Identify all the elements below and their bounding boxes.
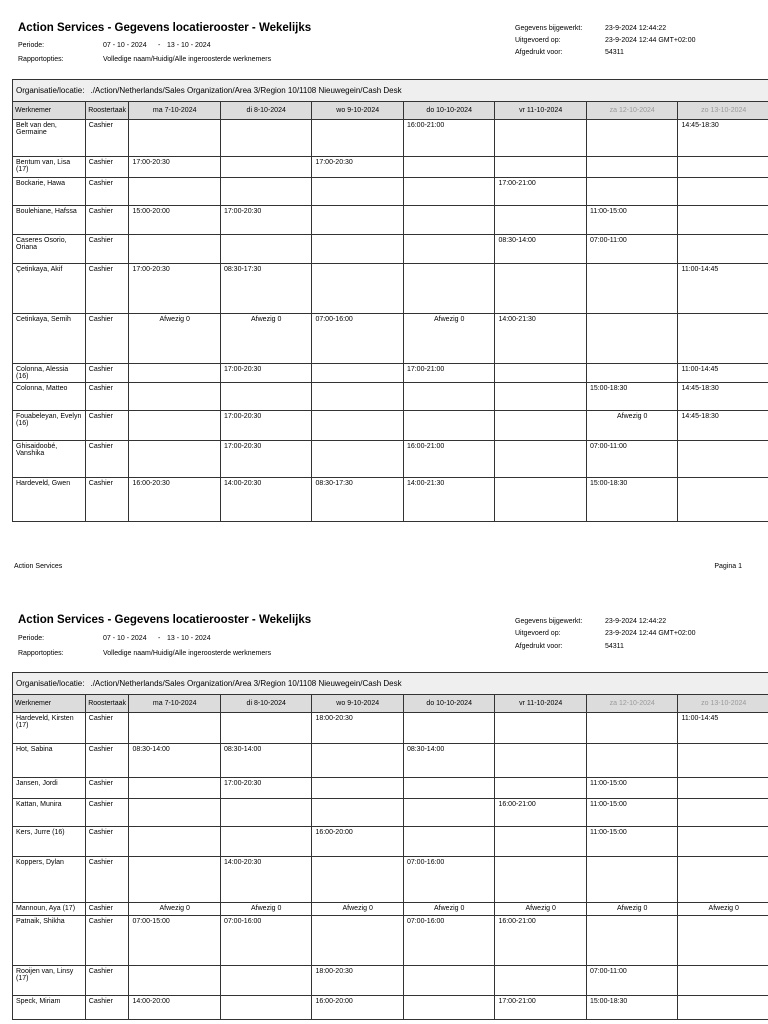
employee-name-cell: Colonna, Matteo bbox=[13, 383, 86, 411]
table-header-row bbox=[13, 102, 768, 120]
table-row bbox=[13, 314, 768, 364]
periode-to: 13 - 10 - 2024 bbox=[167, 42, 211, 49]
col-header-do: do 10-10-2024 bbox=[403, 102, 495, 120]
shift-cell: 14:00-21:30 bbox=[495, 314, 587, 364]
bijgewerkt-label: Gegevens bijgewerkt: bbox=[515, 25, 583, 32]
shift-cell bbox=[220, 383, 312, 411]
bijgewerkt-value: 23-9-2024 12:44:22 bbox=[605, 618, 667, 625]
shift-cell bbox=[312, 178, 404, 206]
shift-cell bbox=[403, 411, 495, 441]
uitgevoerd-label: Uitgevoerd op: bbox=[515, 37, 561, 44]
shift-cell bbox=[586, 744, 678, 778]
shift-cell: 16:00-20:00 bbox=[312, 827, 404, 857]
shift-cell bbox=[495, 744, 587, 778]
table-row bbox=[13, 364, 768, 383]
afgedrukt-value: 54311 bbox=[605, 643, 624, 650]
employee-name-cell: Cetinkaya, Semih bbox=[13, 314, 86, 364]
shift-cell bbox=[129, 966, 221, 996]
shift-cell: 18:00-20:30 bbox=[312, 966, 404, 996]
employee-name-cell: Kers, Jurre (16) bbox=[13, 827, 86, 857]
shift-cell: Afwezig 0 bbox=[495, 903, 587, 916]
shift-cell bbox=[678, 827, 768, 857]
table-row bbox=[13, 206, 768, 235]
shift-cell bbox=[129, 383, 221, 411]
task-cell: Cashier bbox=[85, 996, 129, 1020]
shift-cell: 14:00-20:30 bbox=[220, 478, 312, 522]
shift-cell: 16:00-20:30 bbox=[129, 478, 221, 522]
bijgewerkt-label: Gegevens bijgewerkt: bbox=[515, 618, 583, 625]
table-row bbox=[13, 441, 768, 478]
shift-cell: 18:00-20:30 bbox=[312, 713, 404, 744]
employee-name-cell: Boulehiane, Hafssa bbox=[13, 206, 86, 235]
shift-cell: 14:00-20:00 bbox=[129, 996, 221, 1020]
col-header-zo: zo 13-10-2024 bbox=[678, 695, 768, 713]
org-location-path: ./Action/Netherlands/Sales Organization/Area 3/Region 10/1108 Nieuwegein/Cash Desk bbox=[90, 679, 402, 688]
uitgevoerd-value: 23-9-2024 12:44 GMT+02:00 bbox=[605, 630, 696, 637]
shift-cell: 11:00-14:45 bbox=[678, 364, 768, 383]
shift-cell bbox=[586, 857, 678, 903]
shift-cell: 14:00-20:30 bbox=[220, 857, 312, 903]
shift-cell: 16:00-21:00 bbox=[403, 441, 495, 478]
col-header-roostertaak: Roostertaak bbox=[85, 695, 129, 713]
shift-cell: 07:00-16:00 bbox=[403, 916, 495, 966]
shift-cell bbox=[495, 364, 587, 383]
shift-cell bbox=[403, 383, 495, 411]
shift-cell bbox=[220, 120, 312, 157]
shift-cell bbox=[403, 996, 495, 1020]
shift-cell: 17:00-21:00 bbox=[495, 178, 587, 206]
table-row bbox=[13, 857, 768, 903]
table-row bbox=[13, 827, 768, 857]
col-header-werknemer: Werknemer bbox=[13, 102, 86, 120]
shift-cell bbox=[586, 713, 678, 744]
task-cell: Cashier bbox=[85, 157, 129, 178]
shift-cell: Afwezig 0 bbox=[312, 903, 404, 916]
table-row bbox=[13, 916, 768, 966]
shift-cell bbox=[129, 799, 221, 827]
shift-cell bbox=[586, 157, 678, 178]
uitgevoerd-value: 23-9-2024 12:44 GMT+02:00 bbox=[605, 37, 696, 44]
col-header-wo: wo 9-10-2024 bbox=[312, 102, 404, 120]
shift-cell bbox=[495, 383, 587, 411]
col-header-zo: zo 13-10-2024 bbox=[678, 102, 768, 120]
shift-cell: 14:45-18:30 bbox=[678, 383, 768, 411]
col-header-ma: ma 7-10-2024 bbox=[129, 102, 221, 120]
col-header-wo: wo 9-10-2024 bbox=[312, 695, 404, 713]
shift-cell bbox=[678, 235, 768, 264]
col-header-di: di 8-10-2024 bbox=[220, 695, 312, 713]
periode-separator: - bbox=[158, 635, 161, 642]
shift-cell: Afwezig 0 bbox=[678, 903, 768, 916]
shift-cell: 17:00-21:00 bbox=[403, 364, 495, 383]
shift-cell: 08:30-14:00 bbox=[403, 744, 495, 778]
table-row bbox=[13, 178, 768, 206]
shift-cell: 08:30-14:00 bbox=[220, 744, 312, 778]
employee-name-cell: Hardeveld, Kirsten (17) bbox=[13, 713, 86, 744]
task-cell: Cashier bbox=[85, 235, 129, 264]
periode-from: 07 - 10 - 2024 bbox=[103, 635, 147, 642]
task-cell: Cashier bbox=[85, 713, 129, 744]
shift-cell: 14:45-18:30 bbox=[678, 120, 768, 157]
shift-cell bbox=[495, 778, 587, 799]
shift-cell bbox=[678, 916, 768, 966]
periode-separator: - bbox=[158, 42, 161, 49]
employee-name-cell: Patnaik, Shikha bbox=[13, 916, 86, 966]
org-location-label: Organisatie/locatie: bbox=[16, 679, 85, 688]
footer-page-number: Pagina 1 bbox=[714, 563, 742, 570]
shift-cell bbox=[678, 157, 768, 178]
org-location-bar bbox=[12, 79, 768, 101]
footer-company: Action Services bbox=[14, 563, 63, 570]
col-header-vr: vr 11-10-2024 bbox=[495, 102, 587, 120]
schedule-table-2 bbox=[12, 694, 768, 1020]
shift-cell: Afwezig 0 bbox=[129, 903, 221, 916]
task-cell: Cashier bbox=[85, 314, 129, 364]
table-row bbox=[13, 799, 768, 827]
employee-name-cell: Bockarie, Hawa bbox=[13, 178, 86, 206]
shift-cell: Afwezig 0 bbox=[586, 903, 678, 916]
bijgewerkt-value: 23-9-2024 12:44:22 bbox=[605, 25, 667, 32]
shift-cell bbox=[586, 120, 678, 157]
col-header-ma: ma 7-10-2024 bbox=[129, 695, 221, 713]
employee-name-cell: Colonna, Alessia (16) bbox=[13, 364, 86, 383]
shift-cell bbox=[495, 478, 587, 522]
shift-cell: 17:00-20:30 bbox=[129, 157, 221, 178]
table-row bbox=[13, 903, 768, 916]
shift-cell bbox=[678, 799, 768, 827]
table-row bbox=[13, 966, 768, 996]
shift-cell: 11:00-15:00 bbox=[586, 799, 678, 827]
shift-cell bbox=[129, 411, 221, 441]
task-cell: Cashier bbox=[85, 120, 129, 157]
shift-cell bbox=[495, 206, 587, 235]
shift-cell bbox=[220, 178, 312, 206]
col-header-roostertaak: Roostertaak bbox=[85, 102, 129, 120]
shift-cell bbox=[495, 827, 587, 857]
task-cell: Cashier bbox=[85, 441, 129, 478]
shift-cell bbox=[495, 120, 587, 157]
shift-cell bbox=[312, 235, 404, 264]
report-title: Action Services - Gegevens locatierooster - Wekelijks bbox=[18, 614, 312, 626]
table-row bbox=[13, 264, 768, 314]
shift-cell: Afwezig 0 bbox=[220, 903, 312, 916]
task-cell: Cashier bbox=[85, 857, 129, 903]
shift-cell: Afwezig 0 bbox=[220, 314, 312, 364]
periode-label: Periode: bbox=[18, 635, 45, 642]
shift-cell bbox=[220, 996, 312, 1020]
shift-cell bbox=[403, 966, 495, 996]
shift-cell bbox=[495, 857, 587, 903]
task-cell: Cashier bbox=[85, 916, 129, 966]
shift-cell: 07:00-15:00 bbox=[129, 916, 221, 966]
col-header-za: za 12-10-2024 bbox=[586, 102, 678, 120]
shift-cell bbox=[220, 235, 312, 264]
afgedrukt-label: Afgedrukt voor: bbox=[515, 643, 563, 650]
table-row bbox=[13, 713, 768, 744]
shift-cell: Afwezig 0 bbox=[403, 903, 495, 916]
schedule-body-1 bbox=[13, 120, 768, 522]
table-row bbox=[13, 157, 768, 178]
shift-cell: 08:30-17:30 bbox=[312, 478, 404, 522]
table-header-row bbox=[13, 695, 768, 713]
shift-cell: 11:00-14:45 bbox=[678, 713, 768, 744]
shift-cell: 16:00-21:00 bbox=[403, 120, 495, 157]
employee-name-cell: Mannoun, Aya (17) bbox=[13, 903, 86, 916]
shift-cell: 07:00-11:00 bbox=[586, 966, 678, 996]
shift-cell: 17:00-21:00 bbox=[495, 996, 587, 1020]
shift-cell bbox=[129, 120, 221, 157]
task-cell: Cashier bbox=[85, 264, 129, 314]
shift-cell bbox=[678, 314, 768, 364]
shift-cell bbox=[129, 235, 221, 264]
org-location-label: Organisatie/locatie: bbox=[16, 86, 85, 95]
col-header-di: di 8-10-2024 bbox=[220, 102, 312, 120]
shift-cell bbox=[220, 713, 312, 744]
shift-cell: 11:00-15:00 bbox=[586, 778, 678, 799]
shift-cell bbox=[129, 827, 221, 857]
employee-name-cell: Rooijen van, Linsy (17) bbox=[13, 966, 86, 996]
shift-cell bbox=[586, 314, 678, 364]
task-cell: Cashier bbox=[85, 206, 129, 235]
task-cell: Cashier bbox=[85, 478, 129, 522]
employee-name-cell: Speck, Miriam bbox=[13, 996, 86, 1020]
rapport-value: Volledige naam/Huidig/Alle ingeroosterde werknemers bbox=[103, 56, 272, 63]
shift-cell bbox=[495, 411, 587, 441]
shift-cell bbox=[312, 778, 404, 799]
shift-cell bbox=[403, 178, 495, 206]
shift-cell: 16:00-21:00 bbox=[495, 799, 587, 827]
shift-cell bbox=[678, 178, 768, 206]
shift-cell: 14:45-18:30 bbox=[678, 411, 768, 441]
table-row bbox=[13, 383, 768, 411]
task-cell: Cashier bbox=[85, 827, 129, 857]
shift-cell bbox=[403, 235, 495, 264]
shift-cell bbox=[129, 441, 221, 478]
shift-cell: 07:00-16:00 bbox=[312, 314, 404, 364]
task-cell: Cashier bbox=[85, 778, 129, 799]
shift-cell bbox=[495, 264, 587, 314]
shift-cell: Afwezig 0 bbox=[403, 314, 495, 364]
employee-name-cell: Jansen, Jordi bbox=[13, 778, 86, 799]
shift-cell: 17:00-20:30 bbox=[220, 441, 312, 478]
shift-cell bbox=[220, 827, 312, 857]
shift-cell bbox=[678, 744, 768, 778]
shift-cell: 17:00-20:30 bbox=[220, 206, 312, 235]
table-row bbox=[13, 235, 768, 264]
table-row bbox=[13, 778, 768, 799]
shift-cell: 07:00-11:00 bbox=[586, 235, 678, 264]
shift-cell bbox=[586, 178, 678, 206]
shift-cell bbox=[220, 799, 312, 827]
schedule-body-2 bbox=[13, 713, 768, 1020]
report-title: Action Services - Gegevens locatierooster - Wekelijks bbox=[18, 22, 312, 34]
shift-cell: 11:00-14:45 bbox=[678, 264, 768, 314]
shift-cell: 17:00-20:30 bbox=[129, 264, 221, 314]
table-row bbox=[13, 120, 768, 157]
employee-name-cell: Hardeveld, Gwen bbox=[13, 478, 86, 522]
shift-cell bbox=[129, 857, 221, 903]
shift-cell: 16:00-21:00 bbox=[495, 916, 587, 966]
shift-cell bbox=[312, 264, 404, 314]
shift-cell: 17:00-20:30 bbox=[220, 778, 312, 799]
shift-cell: 17:00-20:30 bbox=[220, 411, 312, 441]
shift-cell bbox=[678, 857, 768, 903]
shift-cell: 17:00-20:30 bbox=[220, 364, 312, 383]
employee-name-cell: Belt van den, Germaine bbox=[13, 120, 86, 157]
shift-cell bbox=[403, 206, 495, 235]
shift-cell bbox=[220, 157, 312, 178]
employee-name-cell: Hot, Sabina bbox=[13, 744, 86, 778]
shift-cell bbox=[403, 799, 495, 827]
periode-label: Periode: bbox=[18, 42, 45, 49]
shift-cell: 11:00-15:00 bbox=[586, 206, 678, 235]
shift-cell bbox=[403, 264, 495, 314]
table-row bbox=[13, 996, 768, 1020]
shift-cell bbox=[495, 441, 587, 478]
task-cell: Cashier bbox=[85, 966, 129, 996]
task-cell: Cashier bbox=[85, 411, 129, 441]
shift-cell bbox=[678, 478, 768, 522]
shift-cell bbox=[403, 157, 495, 178]
employee-name-cell: Çetinkaya, Akif bbox=[13, 264, 86, 314]
shift-cell bbox=[403, 713, 495, 744]
shift-cell: 15:00-18:30 bbox=[586, 383, 678, 411]
shift-cell bbox=[403, 778, 495, 799]
col-header-do: do 10-10-2024 bbox=[403, 695, 495, 713]
employee-name-cell: Caseres Osorio, Oriana bbox=[13, 235, 86, 264]
shift-cell bbox=[312, 857, 404, 903]
col-header-vr: vr 11-10-2024 bbox=[495, 695, 587, 713]
uitgevoerd-label: Uitgevoerd op: bbox=[515, 630, 561, 637]
employee-name-cell: Kattan, Munira bbox=[13, 799, 86, 827]
task-cell: Cashier bbox=[85, 799, 129, 827]
shift-cell bbox=[678, 778, 768, 799]
shift-cell bbox=[495, 966, 587, 996]
shift-cell bbox=[129, 778, 221, 799]
shift-cell: 15:00-18:30 bbox=[586, 996, 678, 1020]
col-header-werknemer: Werknemer bbox=[13, 695, 86, 713]
employee-name-cell: Koppers, Dylan bbox=[13, 857, 86, 903]
shift-cell: 08:30-14:00 bbox=[129, 744, 221, 778]
shift-cell bbox=[312, 206, 404, 235]
afgedrukt-label: Afgedrukt voor: bbox=[515, 49, 563, 56]
shift-cell: 16:00-20:00 bbox=[312, 996, 404, 1020]
shift-cell: 08:30-17:30 bbox=[220, 264, 312, 314]
periode-from: 07 - 10 - 2024 bbox=[103, 42, 147, 49]
shift-cell bbox=[129, 713, 221, 744]
shift-cell bbox=[312, 744, 404, 778]
employee-name-cell: Fouabeleyan, Evelyn (16) bbox=[13, 411, 86, 441]
org-location-path: ./Action/Netherlands/Sales Organization/Area 3/Region 10/1108 Nieuwegein/Cash Desk bbox=[90, 86, 402, 95]
shift-cell: 07:00-16:00 bbox=[403, 857, 495, 903]
shift-cell bbox=[678, 206, 768, 235]
periode-to: 13 - 10 - 2024 bbox=[167, 635, 211, 642]
task-cell: Cashier bbox=[85, 178, 129, 206]
shift-cell bbox=[403, 827, 495, 857]
rapport-value: Volledige naam/Huidig/Alle ingeroosterde werknemers bbox=[103, 650, 272, 657]
shift-cell bbox=[586, 364, 678, 383]
task-cell: Cashier bbox=[85, 383, 129, 411]
task-cell: Cashier bbox=[85, 744, 129, 778]
shift-cell bbox=[586, 264, 678, 314]
rapport-label: Rapportopties: bbox=[18, 650, 64, 657]
shift-cell: 17:00-20:30 bbox=[312, 157, 404, 178]
task-cell: Cashier bbox=[85, 903, 129, 916]
shift-cell: Afwezig 0 bbox=[129, 314, 221, 364]
shift-cell bbox=[678, 996, 768, 1020]
schedule-table-1 bbox=[12, 101, 768, 522]
employee-name-cell: Ghisaidoobé, Vanshika bbox=[13, 441, 86, 478]
shift-cell: 14:00-21:30 bbox=[403, 478, 495, 522]
table-row bbox=[13, 744, 768, 778]
rapport-label: Rapportopties: bbox=[18, 56, 64, 63]
shift-cell: 15:00-20:00 bbox=[129, 206, 221, 235]
shift-cell bbox=[495, 713, 587, 744]
shift-cell bbox=[312, 916, 404, 966]
shift-cell: 08:30-14:00 bbox=[495, 235, 587, 264]
shift-cell: Afwezig 0 bbox=[586, 411, 678, 441]
shift-cell bbox=[312, 799, 404, 827]
shift-cell: 15:00-18:30 bbox=[586, 478, 678, 522]
employee-name-cell: Bentum van, Lisa (17) bbox=[13, 157, 86, 178]
col-header-za: za 12-10-2024 bbox=[586, 695, 678, 713]
shift-cell bbox=[220, 966, 312, 996]
shift-cell: 07:00-11:00 bbox=[586, 441, 678, 478]
shift-cell bbox=[312, 411, 404, 441]
org-location-bar bbox=[12, 672, 768, 694]
table-row bbox=[13, 411, 768, 441]
table-row bbox=[13, 478, 768, 522]
shift-cell bbox=[129, 178, 221, 206]
shift-cell bbox=[678, 441, 768, 478]
shift-cell bbox=[495, 157, 587, 178]
shift-cell bbox=[678, 966, 768, 996]
shift-cell bbox=[586, 916, 678, 966]
shift-cell bbox=[312, 441, 404, 478]
shift-cell bbox=[312, 120, 404, 157]
task-cell: Cashier bbox=[85, 364, 129, 383]
shift-cell bbox=[129, 364, 221, 383]
shift-cell bbox=[312, 364, 404, 383]
shift-cell bbox=[312, 383, 404, 411]
shift-cell: 11:00-15:00 bbox=[586, 827, 678, 857]
shift-cell: 07:00-16:00 bbox=[220, 916, 312, 966]
afgedrukt-value: 54311 bbox=[605, 49, 624, 56]
